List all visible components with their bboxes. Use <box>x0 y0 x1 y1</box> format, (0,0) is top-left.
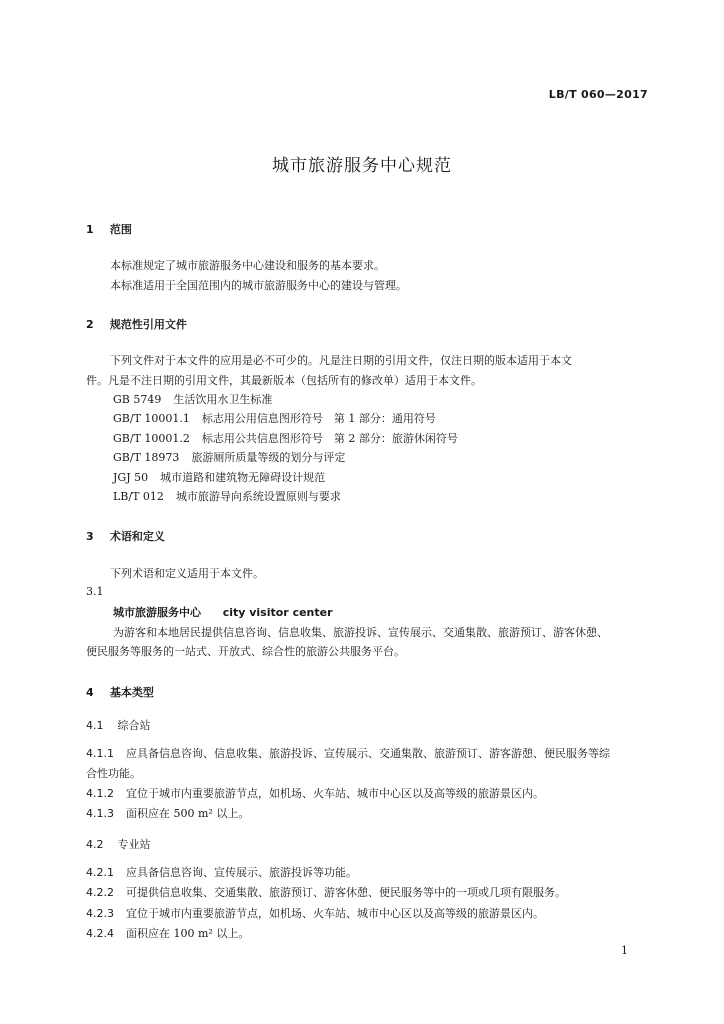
clause-text: 应具备信息咨询、宣传展示、旅游投诉等功能。 <box>126 866 357 879</box>
term-definition: 为游客和本地居民提供信息咨询、信息收集、旅游投诉、宣传展示、交通集散、旅游预订、游客休憩、 <box>113 626 608 639</box>
term-number: 3.1 <box>86 585 104 598</box>
section-title: 规范性引用文件 <box>109 318 187 331</box>
reference-title: 标志用公用信息图形符号 第 1 部分：通用符号 <box>201 412 436 425</box>
clause-text: 可提供信息收集、交通集散、旅游预订、游客休憩、便民服务等中的一项或几项有限服务。 <box>126 886 566 899</box>
clause-text: 面积应在 500 m² 以上。 <box>126 807 250 820</box>
normative-reference <box>113 449 345 465</box>
term-definition-continuation: 便民服务等服务的一站式、开放式、综合性的旅游公共服务平台。 <box>86 645 405 658</box>
clause-number: 4.2.2 <box>86 886 114 899</box>
section-number: 1 <box>86 223 94 236</box>
reference-code: JGJ 50 <box>113 471 149 484</box>
section-title: 范围 <box>109 223 132 236</box>
clause-number: 4.2.3 <box>86 907 114 920</box>
reference-code: GB/T 10001.2 <box>113 432 190 445</box>
reference-title: 城市道路和建筑物无障碍设计规范 <box>160 471 326 484</box>
clause-number: 4.2.4 <box>86 927 114 940</box>
clause-4-1-1 <box>86 745 610 761</box>
section-number: 4 <box>86 686 94 699</box>
paragraph: 本标准规定了城市旅游服务中心建设和服务的基本要求。 <box>110 259 385 272</box>
clause-number: 4.1.3 <box>86 807 114 820</box>
subsection-4-1-heading <box>86 717 151 733</box>
section-number: 2 <box>86 318 94 331</box>
clause-text: 宜位于城市内重要旅游节点，如机场、火车站、城市中心区以及高等级的旅游景区内。 <box>126 787 544 800</box>
paragraph-continuation: 件。凡是不注日期的引用文件，其最新版本（包括所有的修改单）适用于本文件。 <box>86 374 482 387</box>
clause-4-2-4 <box>86 925 249 941</box>
clause-text: 应具备信息咨询、信息收集、旅游投诉、宣传展示、交通集散、旅游预订、游客游憩、便民服务等综 <box>126 747 610 760</box>
subsection-number: 4.2 <box>86 838 104 851</box>
clause-number: 4.1.2 <box>86 787 114 800</box>
section-4-heading <box>86 684 154 700</box>
reference-title: 生活饮用水卫生标准 <box>173 393 273 406</box>
paragraph: 下列文件对于本文件的应用是必不可少的。凡是注日期的引用文件，仅注日期的版本适用于本文 <box>110 354 572 367</box>
reference-title: 旅游厕所质量等级的划分与评定 <box>191 451 346 464</box>
term-entry <box>113 604 333 620</box>
subsection-title: 综合站 <box>117 719 151 732</box>
clause-continuation: 合性功能。 <box>86 767 141 780</box>
normative-reference <box>113 410 436 426</box>
clause-4-2-2 <box>86 884 566 900</box>
clause-4-1-2 <box>86 785 544 801</box>
reference-code: GB/T 10001.1 <box>113 412 190 425</box>
clause-number: 4.2.1 <box>86 866 114 879</box>
clause-4-1-3 <box>86 805 249 821</box>
reference-code: GB 5749 <box>113 393 162 406</box>
subsection-4-2-heading <box>86 836 151 852</box>
reference-title: 城市旅游导向系统设置原则与要求 <box>175 490 341 503</box>
subsection-title: 专业站 <box>117 838 151 851</box>
term-english: city visitor center <box>222 606 333 619</box>
clause-4-2-1 <box>86 864 357 880</box>
page-number: 1 <box>621 944 628 957</box>
standard-code: LB/T 060—2017 <box>548 88 648 101</box>
section-title: 基本类型 <box>109 686 154 699</box>
reference-code: LB/T 012 <box>113 490 164 503</box>
clause-text: 面积应在 100 m² 以上。 <box>126 927 250 940</box>
document-title: 城市旅游服务中心规范 <box>272 156 452 176</box>
section-1-heading <box>86 221 132 237</box>
clause-number: 4.1.1 <box>86 747 114 760</box>
normative-reference <box>113 391 272 407</box>
paragraph: 本标准适用于全国范围内的城市旅游服务中心的建设与管理。 <box>110 279 407 292</box>
section-2-heading <box>86 316 187 332</box>
normative-reference <box>113 469 325 485</box>
subsection-number: 4.1 <box>86 719 104 732</box>
section-title: 术语和定义 <box>109 530 165 543</box>
reference-title: 标志用公共信息图形符号 第 2 部分：旅游休闲符号 <box>201 432 458 445</box>
clause-text: 宜位于城市内重要旅游节点，如机场、火车站、城市中心区以及高等级的旅游景区内。 <box>126 907 544 920</box>
term-chinese: 城市旅游服务中心 <box>113 606 201 619</box>
paragraph: 下列术语和定义适用于本文件。 <box>110 567 264 580</box>
normative-reference <box>113 488 341 504</box>
section-3-heading <box>86 528 165 544</box>
reference-code: GB/T 18973 <box>113 451 180 464</box>
normative-reference <box>113 430 458 446</box>
section-number: 3 <box>86 530 94 543</box>
clause-4-2-3 <box>86 905 544 921</box>
